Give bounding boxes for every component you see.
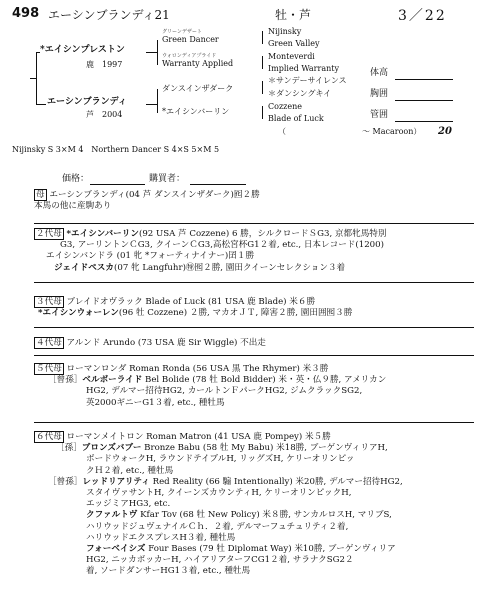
col4-6: Cozzene: [268, 102, 302, 111]
lot-number: 498: [12, 6, 40, 21]
family-2: ２代母 *エイシンバーリン(92 USA 芦 Cozzene) 6 勝，シルクロードＳG3, 京都牝馬特別 G3, アーリントンＣG3, クイーンＣG3,高松宮杯G1２着, etc., 日本レコード(1200) エイシンバンドラ (01 牝 *フォーティナイナー)囝１勝 ジェイドペスカ(07 牝 Langfuhr)㊕囮２勝, 園田クイーンセレクション３着: [36, 229, 387, 273]
family-2-label: ２代母: [36, 229, 62, 239]
measure-height-label: 体高: [370, 68, 389, 78]
family-3-label: ３代母: [36, 297, 62, 307]
col4-7: Blade of Luck: [268, 114, 324, 123]
family-4: ４代母 アルンド Arundo (73 USA 鹿 Sir Wiggle) 不出走: [36, 338, 266, 348]
sire-sire-ruby: グリーンデザート: [162, 29, 202, 35]
dam-name: エーシンブランディ: [47, 97, 127, 107]
dam-sire-name: ダンスインザダーク: [162, 84, 234, 93]
sire-dam-ruby: ウォロンディアプライド: [162, 53, 217, 59]
family-5-label: ５代母: [36, 364, 62, 374]
horse-name: エーシンブランディ21: [48, 8, 170, 22]
price-label: 価格：: [62, 174, 90, 184]
family-1: 母 エーシンブランディ(04 芦 ダンスインザダーク)囮２勝 本馬の他に産駒あり: [34, 190, 260, 212]
inbreeding-line: Nijinsky S 3×M 4 Northern Dancer S 4×S 5×M 5: [12, 145, 220, 154]
sire-name: *エイシンプレストン: [40, 45, 125, 55]
col4-paren-open: （: [278, 127, 286, 136]
family-6: ６代母 ローマンメイトロン Roman Matron (41 USA 鹿 Pompey) 米５勝 ［孫］ブロンズバブー Bronze Babu (58 牡 My Babu) 米18勝, ブーゲンヴィリアH, ボードウォークH, ラウンドテイブルH, リッグズH, ケリーオリンピッ クＨ２着, etc., 種牡馬 ［曾孫］レッドリアリティ Red Reality (66 騸 Intentionally) 米20勝, デルマー招待HG2, スタイヴァサントH, クイーンズカウンティH, ケリーオリンピックH, エッジミアHG3, etc. クファルトヴ Kfar Tov (68 牡 New Policy) 米８勝, サンカルロスH, マリブS, ハリウッドジュヴェナイルＣｈ．２着, デルマーフュチュリティ２着, ハリウッドエクスプレスH３着, 種牡馬 フォーベイシズ Four Bases (79 牡 Diplomat Way) 米10勝, ブーゲンヴィリア HG2, ニッカボッカーH, ハイアリアターフCG1２着, サラナクSG2２ 着, ソードダンサーHG1３着, etc., 種牡馬: [36, 432, 403, 577]
measure-chest-label: 胸囲: [370, 89, 389, 99]
family-1-label: 母: [36, 190, 45, 200]
col4-5: ＊ダンシングキイ: [268, 89, 332, 98]
family-4-label: ４代母: [36, 338, 62, 348]
col4-4: ＊サンデーサイレンス: [268, 76, 347, 85]
col4-number: 20: [438, 126, 452, 137]
buyer-label: 購買者：: [149, 174, 186, 184]
sire-sire-name: Green Dancer: [162, 35, 219, 44]
measure-cannon-label: 管囲: [370, 110, 389, 120]
dam-dam-name: *エイシンバーリン: [162, 107, 230, 116]
family-3: ３代母 ブレイドオヴラック Blade of Luck (81 USA 鹿 Blade) 米６勝 *エイシンウォーレン(96 牡 Cozzene) ２勝, マカオＪＴ, 障害２勝, 園田囲囮３勝: [36, 297, 353, 319]
sire-dam-name: Warranty Applied: [162, 59, 234, 68]
col4-paren-close: 〜 Macaroon）: [362, 127, 422, 136]
col4-2: Monteverdi: [268, 52, 315, 61]
family-6-label: ６代母: [36, 432, 62, 442]
sex-color: 牡・芦: [275, 8, 312, 22]
birth-date: 3／22: [398, 8, 447, 24]
col4-0: Nijinsky: [268, 27, 302, 36]
dam-info: 芦 2004: [86, 110, 123, 119]
col4-1: Green Valley: [268, 39, 320, 48]
col4-3: Implied Warranty: [268, 64, 339, 73]
family-5: ５代母 ローマンロンダ Roman Ronda (56 USA 黒 The Rhymer) 米３勝 ［曾孫］ベルボーライド Bel Bolide (78 牡 Bold Bidder) 米・英・仏９勝, アメリカン HG2, デルマー招待HG2, カールトンＦパークHG2, ジムクラックSG2, 英2000ギニーG1３着, etc., 種牡馬: [36, 364, 387, 408]
sire-info: 鹿 1997: [86, 60, 123, 69]
